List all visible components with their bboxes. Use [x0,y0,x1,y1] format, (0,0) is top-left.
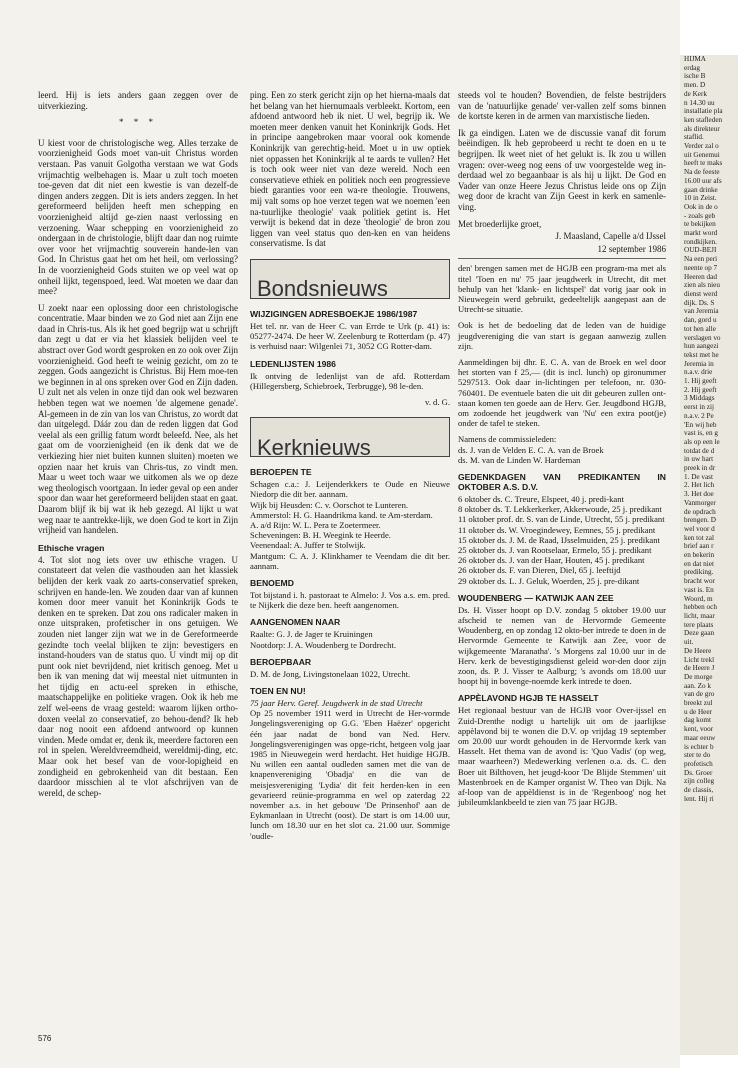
edge-text-line: en dat niet [684,559,714,568]
edge-text-line: is echter b [684,742,714,751]
news-text: Tot bijstand i. h. pastoraat te Almelo: J. Vos a.s. em. pred. te Nijkerk die deze ben. heeft aangenomen. [250,589,450,611]
adjacent-page-edge [680,55,738,1055]
page-number: 576 [38,1034,52,1043]
edge-text-line: verslagen vo [684,333,721,342]
edge-text-line: vast is, en g [684,429,718,438]
news-subheading: 75 jaar Herv. Geref. Jeugdwerk in de stad Utrecht [250,697,423,708]
paragraph: ping. Een zo sterk gericht zijn op het hierna-maals dat het belang van het hiernumaals verbleekt. Kortom, een afdoend antwoord heb ik niet. U wel, begrijp ik. We moeten meer denken vanuit het Koninkrijk Gods. Het in principe aangebroken maar vooral ook komende Koninkrijk van gerechtig-heid. Moet u in uw optiek niet oppassen het Koninkrijk al te aards te vullen? Het is toch ook weer niet van deze wereld. Noch een conservatieve ethiek en politiek noch een progressieve biedt garanties voor een wa-re theologie. Trouwens, mij valt soms op hoe verzet tegen wat we noemen 'een na-tuurlijke theologie' vaak politiek getint is. Het verwijt is bekend dat in deze 'theologie' de bron zou liggen van veel status quo den-ken en van heidens conservatisme. Is dat [250,90,450,249]
names-intro: Namens de commissieleden: [458,434,557,445]
edge-text-line: De morge [684,672,713,681]
beroepen-list [250,479,450,571]
author-signature: J. Maasland, Capelle a/d IJssel [555,231,666,242]
edge-text-line: 10 in Zeist. [684,194,717,203]
edge-text-line: n 14.30 uu [684,98,715,107]
edge-text-line: van de gro [684,690,715,699]
edge-text-line: preek in dr [684,464,716,473]
edge-text-line: brief aan r [684,542,714,551]
list-item: 26 oktober ds. F. van Dieren, Diel, 65 j. leeftijd [458,565,621,576]
news-heading: AANGENOMEN NAAR [250,617,341,628]
edge-text-line: gaan drinke [684,185,718,194]
divider [458,258,666,259]
list-item: 6 oktober ds. C. Treure, Elspeet, 40 j. predi-kant [458,493,624,504]
edge-text-line: brengen. D [684,516,716,525]
list-item: A. a/d Rijn: W. L. Pera te Zoetermeer. [250,519,381,530]
list-item: Wijk bij Heusden: C. v. Oorschot te Lunteren. [250,499,409,510]
edge-text-line: 16.00 uur afs [684,176,722,185]
edge-text-line: als direkteur [684,124,720,133]
news-heading: BEROEPBAAR [250,656,312,667]
edge-text-line: lent. Hij ri [684,794,714,803]
edge-text-line: breekt zul [684,699,713,708]
edge-text-line: n.a.v. 2 Pe [684,411,714,420]
intro-text: leerd. Hij is iets anders gaan zeggen over de uitverkiezing. [38,90,238,111]
edge-text-line: uit Genemui [684,150,720,159]
edge-text-line: zien als nieu [684,281,720,290]
edge-text-line: Vanmorger [684,498,716,507]
names-line: ds. M. van de Linden W. Hardeman [458,454,581,465]
edge-text-line: HIJMA [684,55,706,63]
edge-text-line: hebben och [684,603,717,612]
column-left [38,90,238,804]
edge-text-line: bracht wor [684,577,715,586]
names-line: ds. J. van de Velden E. C. A. van de Broek [458,444,604,455]
section-heading: Ethische vragen [38,542,105,553]
edge-text-line: dienst werd [684,289,718,298]
edge-text-line: hun aangezi [684,342,719,351]
news-heading: TOEN EN NU! [250,685,306,696]
edge-text-line: 2. Het lich [684,481,715,490]
edge-text-line: OUD-BEJI [684,246,717,255]
section-divider: * * * [119,117,157,128]
edge-text-line: men. D [684,81,706,90]
greeting: Met broederlijke groet, [458,218,542,229]
edge-text-line: van Jeremia [684,307,719,316]
letter-date: 12 september 1986 [597,243,666,254]
news-heading: LEDENLIJSTEN 1986 [250,358,336,369]
edge-text-line: Heeren dad [684,272,717,281]
edge-text-line: Woord, m [684,594,713,603]
news-text: Ik ontving de ledenlijst van de afd. Rotterdam (Hillegersberg, Schiebroek, Terbrugge), 98 le-den. [250,370,450,391]
edge-text-line: 2. Hij geeft [684,385,717,394]
paragraph: U kiest voor de christologische weg. Alles terzake de voorzienigheid Gods moet van-uit Christus worden verstaan. Pas vanuit Golgotha verstaan we wat Gods vrijmachtig welbehagen is. Maar u zult toch moeten toe-geven dat dit niet een kwestie is van dezelf-de dingen anders zeggen. Dit is iets anders zeggen. In het gereformeerd belijden heeft men schepping en voorzienigheid altijd ge-zien naast verlossing en verzoening. Waar schepping en voorzienigheid zo ondergaan in de christologie, blijft daar dan nog ruimte over voor het vrijmachtig souverein hande-len van God. In Christus gaat het om het heil, om verlossing? In de voorzienigheid Gods stuiten we op veel wat op onheil lijkt, tegenspoed, leed. Wat moeten we daar dan mee? [38,137,238,297]
edge-text-line: neente op 7 [684,263,718,272]
edge-text-line: Verder zal o [684,142,719,151]
list-item: Raalte: G. J. de Jager te Kruiningen [250,629,373,640]
edge-text-line: maar eeuw [684,733,716,742]
news-text: Ook is het de bedoeling dat de leden van de huidige jeugdvereniging die van start is gegaan aanwezig zullen zijn. [458,320,666,351]
list-item: 11 oktober prof. dr. S. van de Linde, Utrecht, 55 j. predikant [458,514,665,525]
edge-text-line: profetisch [684,759,713,768]
edge-text-line: tot hen alle [684,324,716,333]
edge-text-line: - zoals geb [684,211,716,220]
edge-text-line: Ook in de o [684,202,718,211]
news-text: Aanmeldingen bij dhr. E. C. A. van de Broek en wel door het storten van f 25,— (dit is incl. lunch) op gironummer 5297513. Ook daar in-lichtingen per telefoon, nr. 030-760401. De eventuele baten die uit dit gebeuren zullen ont-staan komen ten goede aan de Herv. Ger. Jeugdbond HGJB, om zodoende het jeugdwerk van 'Nu' een extra poot(je) onder de tafel te steken. [458,356,666,429]
paragraph: Ik ga eindigen. Laten we de discussie vanaf dit forum beëindigen. Ik heb geprobeerd u recht te doen en u te begrijpen. Ik weet niet of het gelukt is. Ik zou u willen vragen: over-weeg nog eens of uw voorgestelde weg in-derdaad wel zo begaanbaar is als hij u lijkt. De God en Vader van onze Heere Jezus Christus leide ons op Zijn weg door de kracht van Zijn Geest in kerk en samenle-ving. [458,127,666,212]
edge-text-line: dan, gord u [684,316,717,325]
edge-text-line: dag komt [684,716,711,725]
edge-text-line: kent, voor [684,725,714,734]
edge-text-line: n.a.v. drie [684,368,713,377]
list-item: Scheveningen: B. H. Weegink te Heerde. [250,530,391,541]
news-text: D. M. de Jong, Livingstonelaan 1022, Utrecht. [250,668,411,679]
list-item: 25 oktober ds. J. van Rootselaar, Ermelo, 55 j. predikant [458,544,652,555]
edge-text-line: in uw hart [684,455,714,464]
news-text: Het tel. nr. van de Heer C. van Errde te Urk (p. 41) is: 05277-2474. De heer W. Zeelenburg te Rotterdam (p. 47) is verhuisd naar: Wilgenlei 71, 3052 CG Rotter-dam. [250,320,450,352]
edge-text-line: zijn colleg [684,777,715,786]
edge-text-line: de Heere J [684,664,715,673]
edge-text-line: erdag [684,63,700,72]
news-heading: WOUDENBERG — KATWIJK AAN ZEE [458,592,614,603]
edge-text-line: ische B [684,72,706,81]
kerknieuws-header: Kerknieuws [250,417,450,457]
edge-text-line: de Kerk [684,89,707,98]
edge-text-line: De Heere [684,646,712,655]
edge-text-line: ken stafleden [684,115,723,124]
paragraph: steeds vol te houden? Bovendien, de felste bestrijders van de 'natuurlijke genade' ver-vallen zelf soms binnen de kortste keren in de armen van marxistische lieden. [458,90,666,122]
edge-text-line: Na een peri [684,255,718,264]
column-middle [250,90,450,847]
edge-text-line: Na de feeste [684,168,720,177]
edge-text-line: markt word [684,229,718,238]
edge-text-line: ster te do [684,751,711,760]
edge-text-line: 3. Het doe [684,490,714,499]
list-item: 8 oktober ds. T. Lekkerkerker, Akkerwoude, 25 j. predikant [458,504,662,515]
edge-text-line: de opdrach [684,507,716,516]
edge-text-line: vast is. En [684,585,714,594]
paragraph: U zoekt naar een oplossing door een christologische concentratie. Maar binden we zo God niet aan Zijn ene daad in Chris-tus. Als ik het goed begrijp wat u schrijft dan zegt u dat er via het klassiek belijden veel te abstract over God wordt gesproken en zo ook over Zijn voorzienigheid. God heeft te weinig gezicht, om zo te zeggen. Gods aangezicht is Christus. Bij Hem moe-ten we beginnen in al ons spreken over God en Zijn daden. U zult net als velen in onze tijd dan ook wel bezwaren hebben tegen wat we noemen 'de algemene genade'. Al-gemeen in de zin van los van Christus, zo wordt dat dan uitgelegd. Dáár zou dan de reden liggen dat God veelal als een grillig fatum wordt beleefd. Nee, als het gaat om de voorzienigheid (en ik denk dat we de verkiezing hier niet buiten kunnen sluiten) moeten we opzien naar het kruis van Chris-tus, zo vindt men. Maar u weet toch waar we uitkomen als we op deze weg theologisch voortgaan. In ieder geval op een ander spoor dan waar het gereformeerd belijden staat en gaat. Daarom blijf ik bij wat ik heb gezegd. Al lijkt u wat weg naar te aantrekke-lijk, we doen God te kort in Zijn vrijheid van handelen. [38,302,238,536]
edge-text-line: 1. Hij geeft [684,377,717,386]
edge-text-line: u de Heer [684,707,712,716]
edge-text-line: dijk. Ds. S [684,298,715,307]
edge-text-line: Jeremia in [684,359,714,368]
edge-text-line: Deze gaan [684,629,715,638]
edge-text-line: rondkijken. [684,237,717,246]
edge-text-line: 1. De vast [684,472,713,481]
edge-text-line: totdat de d [684,446,715,455]
news-heading: BENOEMD [250,577,294,588]
edge-text-line: te bekijken [684,220,716,229]
edge-text-line: wel voor d [684,524,715,533]
news-heading: APPÈLAVOND HGJB TE HASSELT [458,693,599,704]
list-item: 15 oktober ds. J. M. de Raad, IJsselmuiden, 25 j. predikant [458,534,660,545]
news-text: den' brengen samen met de HGJB een program-ma met als titel 'Toen en nu' 75 jaar jeugdwerk in Utrecht, dit met behulp van het 'klank- en lichtspel' dat vorig jaar ook in Nieuwegein werd gebruikt, gedeeltelijk aangepast aan de Utrecht-se situatie. [458,263,666,315]
edge-text-line: Ds. Groer [684,768,713,777]
list-item: Mantgum: C. A. J. Klinkhamer te Veendam die dit ber. aannam. [250,550,450,571]
edge-text-line: eerst in zij [684,403,714,412]
edge-text-line: staflid. [684,133,704,142]
column-right [458,90,666,813]
edge-text-line: 3 Middags [684,394,715,403]
edge-text-line: 'En wij heb [684,420,717,429]
list-item: 29 oktober ds. L. J. Geluk, Woerden, 25 j. pre-dikant [458,575,640,586]
edge-text-line: heeft te maks [684,159,723,168]
gedenk-list [458,494,666,586]
list-item: Ammerstol: H. G. Haandrikma kand. te Am-sterdam. [250,509,433,520]
edge-text-line: Licht trekl [684,655,715,664]
edge-text-line: de classis, [684,786,714,795]
news-text: Ds. H. Visser hoopt op D.V. zondag 5 oktober 19.00 uur afscheid te nemen van de Hervormde Gemeente Woudenberg, en op zondag 12 okto-ber intrede te doen in de Hervormde Gemeente te Katwijk aan Zee, voor de wijkgemeente 'Maranatha'. 's Morgens zal 10.00 uur in de Herv. kerk de bevestigingsdienst geleid wor-den door zijn zoon, ds. P. J. Visser te Aalburg; 's avonds om 18.00 uur hoopt hij in bovenge-noemde kerk intrede te doen. [458,604,666,687]
edge-text-line: en bekerin [684,551,715,560]
edge-text-line: licht, maar [684,612,715,620]
edge-text-line: installatie pla [684,107,723,116]
list-item: Nootdorp: J. A. Woudenberg te Dordrecht. [250,639,397,650]
news-heading: WIJZIGINGEN ADRESBOEKJE 1986/1987 [250,308,418,319]
bondsnieuws-header: Bondsnieuws [250,259,450,299]
news-text: Het regionaal bestuur van de HGJB voor Over-ijssel en Zuid-Drenthe nodigt u hartelijk uit om de jaarlijkse appèlavond bij te wonen die D.V. op vrijdag 19 september om 20.00 uur wordt gehouden in de Hervormde kerk van Hasselt. Het thema van de avond is: 'Quo Vadis' (op weg, maar waarheen?) Medewerking verlenen o.a. ds. C. den Boer uit Bilthoven, het jeugd-koor 'De Blijde Stemmen' uit Mastenbroek en de Kamper organist W. Theo van Dijk. Na af-loop van de appèldienst is in de 'Regenboog' nog het jubileumklankbeeld te zien van 75 jaar HGJB. [458,705,666,808]
news-text: Op 25 november 1911 werd in Utrecht de Her-vormde Jongelingsvereniging op G.G. 'Eben Haëzer' opgericht één jaar nadat de bond van Ned. Herv. Jongelingsverenigingen was opge-richt, hetgeen volg jaar 1985 in Nieuwegein werd herdacht. Het huidige HGJB. Nu willen een aantal oudleden samen met die van de knapenvereniging 'Obadja' en die van de meisjesvereniging 'Lydia' dit feit herden-ken in een gevarieerd reünie-programma en wel op zaterdag 22 november a.s. in het gebouw 'De Prinsenhof' aan de Eykmanlaan in Utrecht (oost). De start is om 14.00 uur, lunch om 18.30 uur en het slot ca. 21.00 uur. Sommige 'oudle- [250,708,450,841]
paragraph: 4. Tot slot nog iets over uw ethische vragen. U constateert dat velen die vasthouden aan het klassiek belijden der kerk vaak zo aarts-conservatief spreken, schrijven en hande-len. We zouden daar van af kunnen komen door meer vanuit het Koninkrijk Gods te denken en te spreken. Dat zou ons radicaler maken in onze uitspraken, profetischer in ons getuigen. We zouden niet langer zijn wat we in de Gereformeerde gezindte toch veelal blijken te zijn: bevestigers en instand-houders van de status quo. U vindt mij op dit punt ook niet bevrijdend, niet kritisch genoeg. Met u ben ik van mening dat wij meestal niet uitmunten in het tijdig en actu-eel spreken in ethische, maatschappelijke en politieke vragen. Ook ik heb me zelf wel-eens de vraag gesteld: waarom lijken ortho-doxen veelal zo conservatief, zo behou-dend? Ik heb daar nog nooit een afdoend antwoord op kunnen vinden. Mede omdat er, denk ik, meerdere factoren een rol in spelen. Wereldvreemdheid, wereldmij-ding, etc. Maar ook het besef van de voor-lopigheid en zondigheid en gebrokenheid van dit bestaan. Een daardoor misschien al te vlot afschrijven van de wereld, de schep- [38,554,238,798]
edge-text-line: tere plaats [684,620,714,629]
list-item: 26 oktober ds. J. van der Haar, Houten, 45 j. predikant [458,555,645,566]
edge-text-line: prediking. [684,568,714,577]
list-item: Schagen c.a.: J. Leijenderkkers te Oude en Nieuwe Niedorp die dit ber. aannam. [250,479,450,500]
list-item: 11 oktober ds. W. Vroegindewey, Eemnes, 55 j. predikant [458,524,656,535]
news-heading: GEDENKDAGEN VAN PREDIKANTEN IN OKTOBER A.S. D.V. [458,471,666,492]
news-heading: BEROEPEN TE [250,467,312,478]
edge-text-line: als op een le [684,437,720,446]
edge-text-line: aan. Zo k [684,681,711,690]
signature: v. d. G. [425,396,450,407]
list-item: Veenendaal: A. Juffer te Stolwijk. [250,540,366,551]
edge-text-line: ken tot zal [684,533,714,542]
edge-text-line: uit. [684,638,694,647]
edge-text-line: tekst met he [684,350,719,359]
